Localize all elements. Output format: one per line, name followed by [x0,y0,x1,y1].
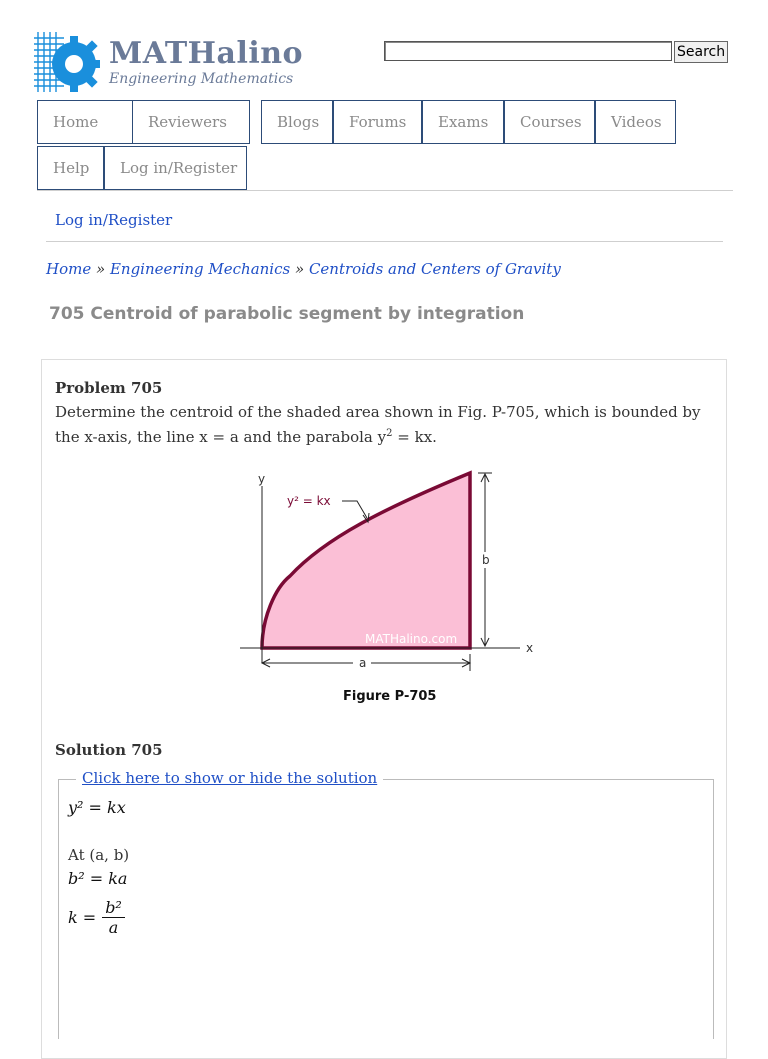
nav-item-home[interactable]: Home [37,100,133,144]
gear-logo-icon[interactable] [34,32,100,92]
figure-caption: Figure P-705 [343,689,437,704]
breadcrumb-separator: » [96,260,106,278]
breadcrumb-separator: » [294,260,305,278]
fraction-denominator: a [108,917,119,937]
user-login-link[interactable]: Log in/Register [55,211,173,229]
breadcrumb-engineering-mechanics[interactable]: Engineering Mechanics [109,260,291,278]
nav-item-blogs[interactable]: Blogs [261,100,333,144]
breadcrumb [46,260,561,278]
search-input[interactable] [384,41,672,61]
page-title: 705 Centroid of parabolic segment by integration [49,304,525,324]
fraction [102,898,125,937]
solution-heading: Solution 705 [55,741,163,759]
brand-name[interactable]: MATHalino [109,36,304,71]
fraction-numerator: b² [102,898,125,918]
problem-heading: Problem 705 [55,379,163,397]
equation-k [68,893,125,941]
solution-toggle-link[interactable]: Click here to show or hide the solution [82,769,378,787]
site-header [34,32,734,92]
dimension-b-label: b [482,553,490,567]
problem-exponent: 2 [386,428,393,439]
nav-item-courses[interactable]: Courses [504,100,595,144]
solution-toggle[interactable] [76,769,383,787]
nav-item-forums[interactable]: Forums [333,100,422,144]
problem-statement [55,401,715,448]
problem-text-after: = kx. [392,428,437,446]
equation-b-squared: b² = ka [68,869,128,888]
breadcrumb-centroids[interactable]: Centroids and Centers of Gravity [308,260,561,278]
nav-item-reviewers[interactable]: Reviewers [132,100,250,144]
nav-item-videos[interactable]: Videos [595,100,676,144]
equation-parabola: y² = kx [68,798,126,817]
nav-item-help[interactable]: Help [37,146,104,190]
at-point-label: At (a, b) [68,846,130,864]
nav-item-login[interactable]: Log in/Register [104,146,247,190]
solution-box [58,779,714,1039]
x-axis-label: x [526,641,534,655]
search-button[interactable]: Search [674,41,728,63]
equation-k-lhs: k = [68,907,97,927]
y-axis-label: y [258,472,266,486]
login-divider [46,241,723,242]
nav-divider [37,190,733,191]
curve-label: y² = kx [287,494,331,508]
brand-tagline: Engineering Mathematics [109,71,294,87]
nav-item-exams[interactable]: Exams [422,100,504,144]
breadcrumb-home[interactable]: Home [46,260,92,278]
problem-text-before: Determine the centroid of the shaded area shown in Fig. P-705, which is bounded by the x-axis, the line x = a and the parabola y [55,403,701,446]
dimension-a-label: a [359,656,367,670]
watermark: MATHalino.com [365,632,458,646]
figure-p705 [235,468,545,708]
